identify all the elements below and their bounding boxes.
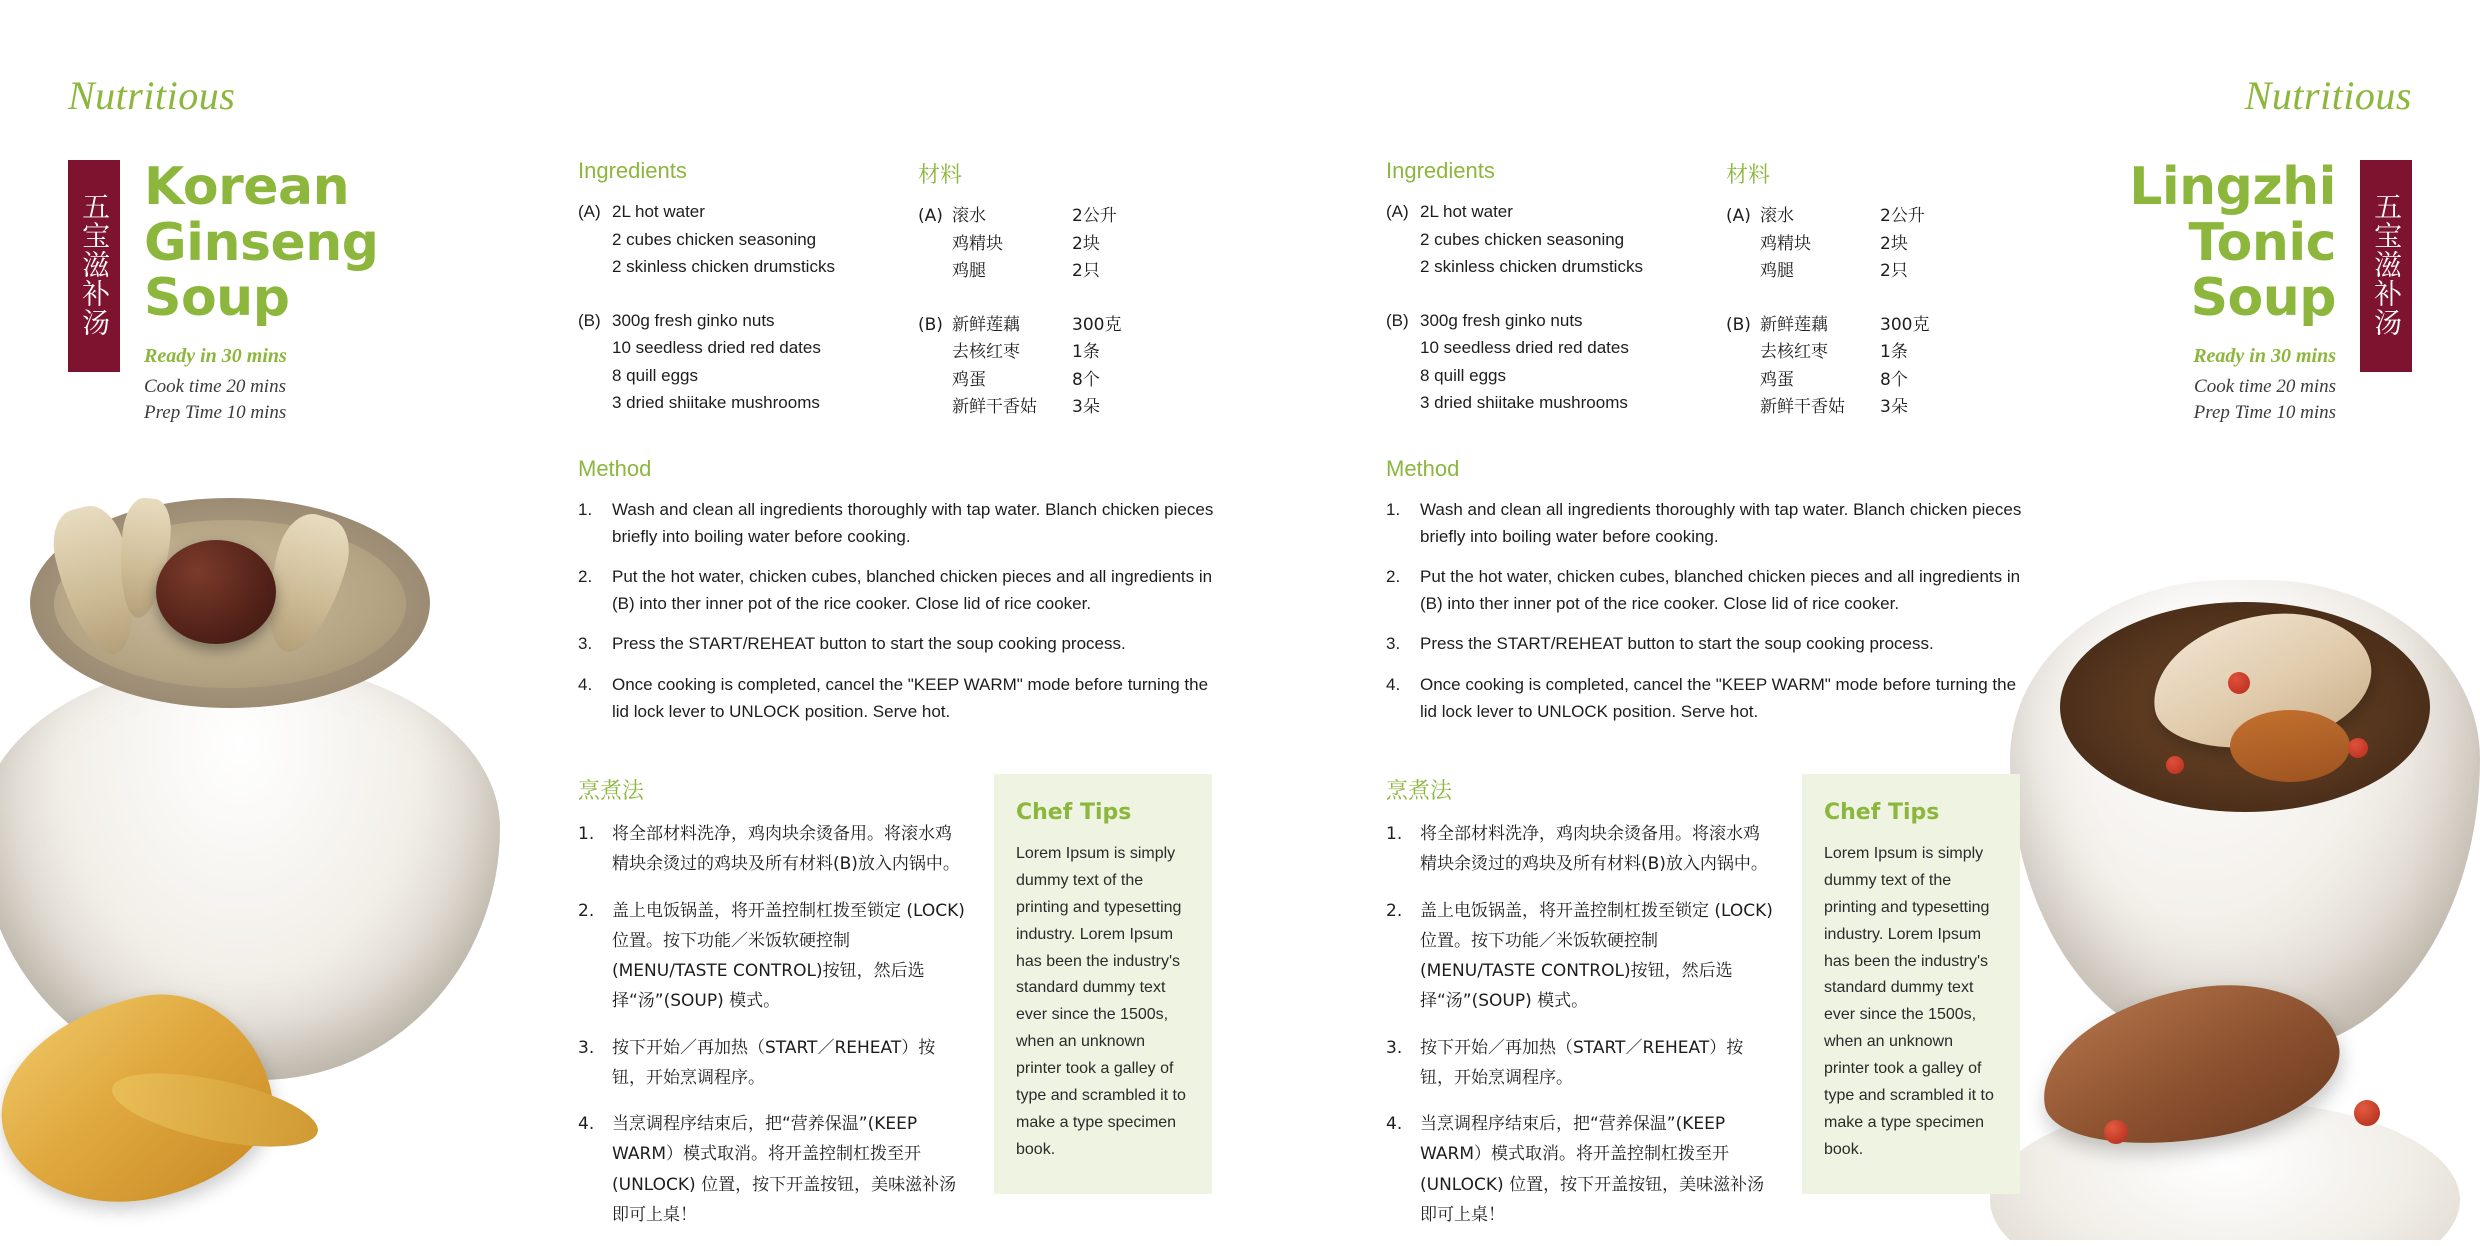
ingredient-group-a-cn xyxy=(918,203,1218,286)
step-text: 按下开始／再加热（START／REHEAT）按钮，开始烹调程序。 xyxy=(1420,1037,1744,1088)
step-text: 当烹调程序结束后，把“营养保温”(KEEP WARM）模式取消。将开盖控制杠拨至开 (UNLOCK) 位置，按下开盖按钮，美味滋补汤即可上桌！ xyxy=(1420,1114,1765,1225)
step-number: 1. xyxy=(578,824,595,845)
ingredient-line xyxy=(578,362,918,390)
step-text: 按下开始／再加热（START／REHEAT）按钮，开始烹调程序。 xyxy=(612,1037,936,1088)
prep-time: Prep Time 10 mins xyxy=(2193,401,2336,423)
step-number: 2. xyxy=(1386,567,1401,587)
ready-time: Ready in 30 mins xyxy=(144,344,287,367)
group-label: (B) xyxy=(578,310,601,330)
cook-time: Cook time 20 mins xyxy=(2194,375,2336,397)
goji-berry xyxy=(2166,756,2184,774)
ingredient-qty: 2只 xyxy=(1072,261,1100,282)
ingredient-text: 8 quill eggs xyxy=(612,365,699,385)
method-step xyxy=(578,630,1218,657)
ingredient-text: 2 cubes chicken seasoning xyxy=(612,229,817,249)
method-step-cn xyxy=(578,1109,968,1230)
ingredient-line xyxy=(578,226,918,254)
step-number: 4. xyxy=(1386,1114,1403,1135)
time-details xyxy=(144,374,379,425)
step-text: Once cooking is completed, cancel the "KEEP WARM" mode before turning the lid lock lever to UNLOCK position. Serve hot. xyxy=(1420,674,2017,721)
step-text: Put the hot water, chicken cubes, blanched chicken pieces and all ingredients in (B) into ther inner pot of the rice cooker. Close lid of rice cooker. xyxy=(612,567,1213,614)
chef-tips-box xyxy=(1802,774,2020,1194)
ingredient-name: 滚水 xyxy=(952,206,986,226)
title-line-2: Ginseng xyxy=(144,212,379,273)
method-step-cn xyxy=(578,819,968,880)
ingredient-qty: 300克 xyxy=(1880,314,1930,335)
step-text: Press the START/REHEAT button to start the soup cooking process. xyxy=(612,634,1126,654)
ingredient-text: 3 dried shiitake mushrooms xyxy=(1420,393,1628,413)
method-step-cn xyxy=(1386,1109,1776,1230)
method-heading-cn: 烹煮法 xyxy=(1386,778,1453,804)
step-number: 1. xyxy=(1386,499,1401,519)
step-text: 将全部材料洗净，鸡肉块余烫备用。将滚水鸡精块余烫过的鸡块及所有材料(B)放入内锅中。 xyxy=(612,824,960,875)
ingredient-name: 新鲜干香姑 xyxy=(952,397,1037,418)
recipe-content-lingzhi xyxy=(1386,158,2026,1246)
ready-time: Ready in 30 mins xyxy=(2193,344,2336,367)
ingredient-line xyxy=(578,253,918,281)
step-number: 3. xyxy=(1386,634,1401,654)
step-number: 3. xyxy=(578,634,593,654)
method-section-english xyxy=(1386,456,2026,725)
title-line-2: Tonic xyxy=(2188,212,2336,273)
ingredient-name: 鸡腿 xyxy=(1760,261,1794,282)
ingredient-line xyxy=(1386,307,1726,335)
chef-tips-title: Chef Tips xyxy=(1824,800,1940,826)
method-section-chinese xyxy=(578,774,968,1246)
chinese-title-banner: 五宝滋补汤 xyxy=(68,160,120,372)
ingredient-text: 2L hot water xyxy=(612,202,705,221)
ingredient-group-b xyxy=(578,307,918,417)
ingredient-line-cn xyxy=(1726,367,2026,395)
ingredient-group-b xyxy=(1386,307,1726,417)
chef-tips-body: Lorem Ipsum is simply dummy text of the printing and typesetting industry. Lorem Ipsum has been the industry's standard dummy text ever since the 1500s, when an unknown printer took a galley of type and scrambled it to make a type specimen book. xyxy=(1016,845,1186,1158)
ingredient-line-cn xyxy=(918,312,1218,340)
ingredient-text: 300g fresh ginko nuts xyxy=(612,310,775,330)
ingredient-name: 新鲜干香姑 xyxy=(1760,397,1845,418)
ingredient-group-a-cn xyxy=(1726,203,2026,286)
ingredient-qty: 8个 xyxy=(1880,369,1908,390)
ingredient-text: 2 skinless chicken drumsticks xyxy=(1420,257,1643,277)
step-number: 1. xyxy=(1386,824,1403,845)
step-text: Once cooking is completed, cancel the "KEEP WARM" mode before turning the lid lock lever to UNLOCK position. Serve hot. xyxy=(612,674,1209,721)
ingredient-line-cn xyxy=(1726,394,2026,422)
ingredient-line-cn xyxy=(1726,339,2026,367)
bowl-shape xyxy=(0,660,500,1080)
goji-berry xyxy=(2354,1100,2380,1126)
step-text: 盖上电饭锅盖，将开盖控制杠拨至锁定 (LOCK) 位置。按下功能／米饭软硬控制 (MENU/TASTE CONTROL)按钮，然后选择“汤”(SOUP) 模式。 xyxy=(1420,900,1773,1012)
step-text: 盖上电饭锅盖，将开盖控制杠拨至锁定 (LOCK) 位置。按下功能／米饭软硬控制 (MENU/TASTE CONTROL)按钮，然后选择“汤”(SOUP) 模式。 xyxy=(612,900,965,1012)
ingredient-text: 2 cubes chicken seasoning xyxy=(1420,229,1625,249)
title-line-1: Korean xyxy=(144,157,350,217)
ingredients-chinese xyxy=(1726,158,2026,422)
ingredient-name: 滚水 xyxy=(1760,206,1794,226)
method-step-cn xyxy=(578,896,968,1017)
korean-ginseng-soup-photo xyxy=(0,480,530,1240)
method-step-cn xyxy=(1386,1033,1776,1094)
title-text-group xyxy=(120,157,379,425)
goji-berry xyxy=(2228,672,2250,694)
group-label: (A) xyxy=(1386,202,1409,221)
method-step xyxy=(1386,496,2026,550)
ingredient-qty: 3朵 xyxy=(1880,397,1908,418)
step-number: 3. xyxy=(578,1037,595,1058)
ingredient-qty: 1条 xyxy=(1880,342,1908,363)
ingredient-line xyxy=(1386,198,1726,226)
ingredient-group-a xyxy=(1386,198,1726,281)
dried-date xyxy=(156,540,276,644)
ingredient-line-cn xyxy=(918,231,1218,259)
recipe-title-block-korean xyxy=(68,157,379,425)
recipe-content-korean xyxy=(578,158,1218,1246)
ingredient-line-cn xyxy=(1726,312,2026,340)
ingredient-name: 去核红枣 xyxy=(1760,342,1828,363)
method-step xyxy=(1386,671,2026,725)
ingredient-line-cn xyxy=(918,339,1218,367)
method-heading: Method xyxy=(578,455,652,481)
method-step xyxy=(578,671,1218,725)
method-heading-cn: 烹煮法 xyxy=(578,778,645,804)
title-line-1: Lingzhi xyxy=(2129,157,2336,217)
step-number: 4. xyxy=(578,674,593,694)
method-cn-and-tips xyxy=(578,738,1218,1246)
ingredients-heading: Ingredients xyxy=(1386,158,1495,183)
ingredients-english xyxy=(578,158,918,422)
ingredient-group-a xyxy=(578,198,918,281)
title-line-3: Soup xyxy=(2190,268,2336,329)
method-step-cn xyxy=(1386,896,1776,1017)
ingredient-name: 鸡蛋 xyxy=(952,369,986,390)
page-title xyxy=(2129,157,2336,329)
ingredient-line-cn xyxy=(1726,231,2026,259)
group-label: (B) xyxy=(1726,314,1751,335)
step-number: 4. xyxy=(1386,674,1401,694)
method-step xyxy=(578,563,1218,617)
step-text: Wash and clean all ingredients thoroughly with tap water. Blanch chicken pieces briefly into boiling water before cooking. xyxy=(612,499,1214,546)
ingredient-line xyxy=(1386,334,1726,362)
ingredient-qty: 2公升 xyxy=(1072,206,1117,226)
ingredient-line xyxy=(578,389,918,417)
goji-berry xyxy=(2104,1120,2128,1144)
method-step-cn xyxy=(1386,819,1776,880)
ingredient-line xyxy=(578,334,918,362)
cook-time: Cook time 20 mins xyxy=(144,375,286,397)
page-title xyxy=(144,157,379,329)
ingredient-line-cn xyxy=(1726,203,2026,231)
ingredient-line-cn xyxy=(918,203,1218,231)
ingredient-text: 10 seedless dried red dates xyxy=(612,338,821,358)
ingredients-heading-cn: 材料 xyxy=(1726,162,1771,187)
step-text: Press the START/REHEAT button to start the soup cooking process. xyxy=(1420,634,1934,654)
chef-tips-title: Chef Tips xyxy=(1016,800,1132,826)
step-text: 当烹调程序结束后，把“营养保温”(KEEP WARM）模式取消。将开盖控制杠拨至开 (UNLOCK) 位置，按下开盖按钮，美味滋补汤即可上桌！ xyxy=(612,1114,957,1225)
ingredient-line xyxy=(1386,253,1726,281)
ingredient-text: 3 dried shiitake mushrooms xyxy=(612,393,820,413)
time-details xyxy=(2129,374,2336,425)
ingredient-name: 鸡精块 xyxy=(952,233,1003,254)
ingredient-qty: 300克 xyxy=(1072,314,1122,335)
ingredient-text: 8 quill eggs xyxy=(1420,365,1507,385)
ingredient-line xyxy=(1386,389,1726,417)
group-label: (B) xyxy=(918,314,943,335)
step-number: 2. xyxy=(578,900,595,921)
chinese-title-banner: 五宝滋补汤 xyxy=(2360,160,2412,372)
step-number: 3. xyxy=(1386,1037,1403,1058)
title-line-3: Soup xyxy=(144,268,290,329)
ingredient-text: 2L hot water xyxy=(1420,202,1513,221)
method-section-chinese xyxy=(1386,774,1776,1246)
step-text: 将全部材料洗净，鸡肉块余烫备用。将滚水鸡精块余烫过的鸡块及所有材料(B)放入内锅中。 xyxy=(1420,824,1768,875)
ingredient-name: 鸡蛋 xyxy=(1760,369,1794,390)
step-number: 2. xyxy=(578,567,593,587)
ingredient-name: 新鲜莲藕 xyxy=(952,314,1020,335)
ingredient-name: 鸡精块 xyxy=(1760,233,1811,254)
ingredient-group-b-cn xyxy=(918,312,1218,422)
ingredients-heading-cn: 材料 xyxy=(918,162,963,187)
ingredient-line-cn xyxy=(918,367,1218,395)
method-cn-and-tips xyxy=(1386,738,2026,1246)
recipe-title-block-lingzhi xyxy=(2129,157,2412,425)
nutritious-header-right: Nutritious xyxy=(2244,73,2412,118)
ingredient-qty: 8个 xyxy=(1072,369,1100,390)
method-step xyxy=(578,496,1218,550)
chef-tips-box xyxy=(994,774,1212,1194)
method-step-cn xyxy=(578,1033,968,1094)
ingredient-qty: 2只 xyxy=(1880,261,1908,282)
ingredient-line-cn xyxy=(918,394,1218,422)
step-number: 1. xyxy=(578,499,593,519)
step-number: 2. xyxy=(1386,900,1403,921)
prep-time: Prep Time 10 mins xyxy=(144,401,287,423)
method-section-english xyxy=(578,456,1218,725)
bowl-illustration xyxy=(0,480,530,1240)
ingredient-qty: 3朵 xyxy=(1072,397,1100,418)
ingredient-name: 去核红枣 xyxy=(952,342,1020,363)
ingredient-qty: 2公升 xyxy=(1880,206,1925,226)
ingredient-text: 10 seedless dried red dates xyxy=(1420,338,1629,358)
step-text: Wash and clean all ingredients thoroughly with tap water. Blanch chicken pieces briefly into boiling water before cooking. xyxy=(1420,499,2022,546)
ingredient-text: 300g fresh ginko nuts xyxy=(1420,310,1583,330)
method-heading: Method xyxy=(1386,455,1460,481)
ingredients-section xyxy=(1386,158,2026,422)
ingredient-qty: 1条 xyxy=(1072,342,1100,363)
step-text: Put the hot water, chicken cubes, blanched chicken pieces and all ingredients in (B) into ther inner pot of the rice cooker. Close lid of rice cooker. xyxy=(1420,567,2021,614)
ingredients-english xyxy=(1386,158,1726,422)
ingredient-line-cn xyxy=(1726,258,2026,286)
ingredient-name: 鸡腿 xyxy=(952,261,986,282)
ingredient-line xyxy=(1386,362,1726,390)
group-label: (A) xyxy=(1726,206,1751,226)
ingredient-line-cn xyxy=(918,258,1218,286)
group-label: (A) xyxy=(578,202,601,221)
ingredient-line xyxy=(578,198,918,226)
ingredient-qty: 2块 xyxy=(1880,233,1908,254)
method-step xyxy=(1386,630,2026,657)
ingredients-heading: Ingredients xyxy=(578,158,687,183)
ingredient-group-b-cn xyxy=(1726,312,2026,422)
ingredients-section xyxy=(578,158,1218,422)
chef-tips-body: Lorem Ipsum is simply dummy text of the printing and typesetting industry. Lorem Ipsum has been the industry's standard dummy text ever since the 1500s, when an unknown printer took a galley of type and scrambled it to make a type specimen book. xyxy=(1824,845,1994,1158)
ingredients-chinese xyxy=(918,158,1218,422)
ingredient-text: 2 skinless chicken drumsticks xyxy=(612,257,835,277)
ingredient-line xyxy=(1386,226,1726,254)
mushroom xyxy=(2230,710,2350,782)
method-step xyxy=(1386,563,2026,617)
ingredient-qty: 2块 xyxy=(1072,233,1100,254)
title-text-group xyxy=(2129,157,2360,425)
group-label: (B) xyxy=(1386,310,1409,330)
ingredient-name: 新鲜莲藕 xyxy=(1760,314,1828,335)
ingredient-line xyxy=(578,307,918,335)
goji-berry xyxy=(2348,738,2368,758)
nutritious-header-left: Nutritious xyxy=(68,73,236,118)
step-number: 4. xyxy=(578,1114,595,1135)
group-label: (A) xyxy=(918,206,943,226)
